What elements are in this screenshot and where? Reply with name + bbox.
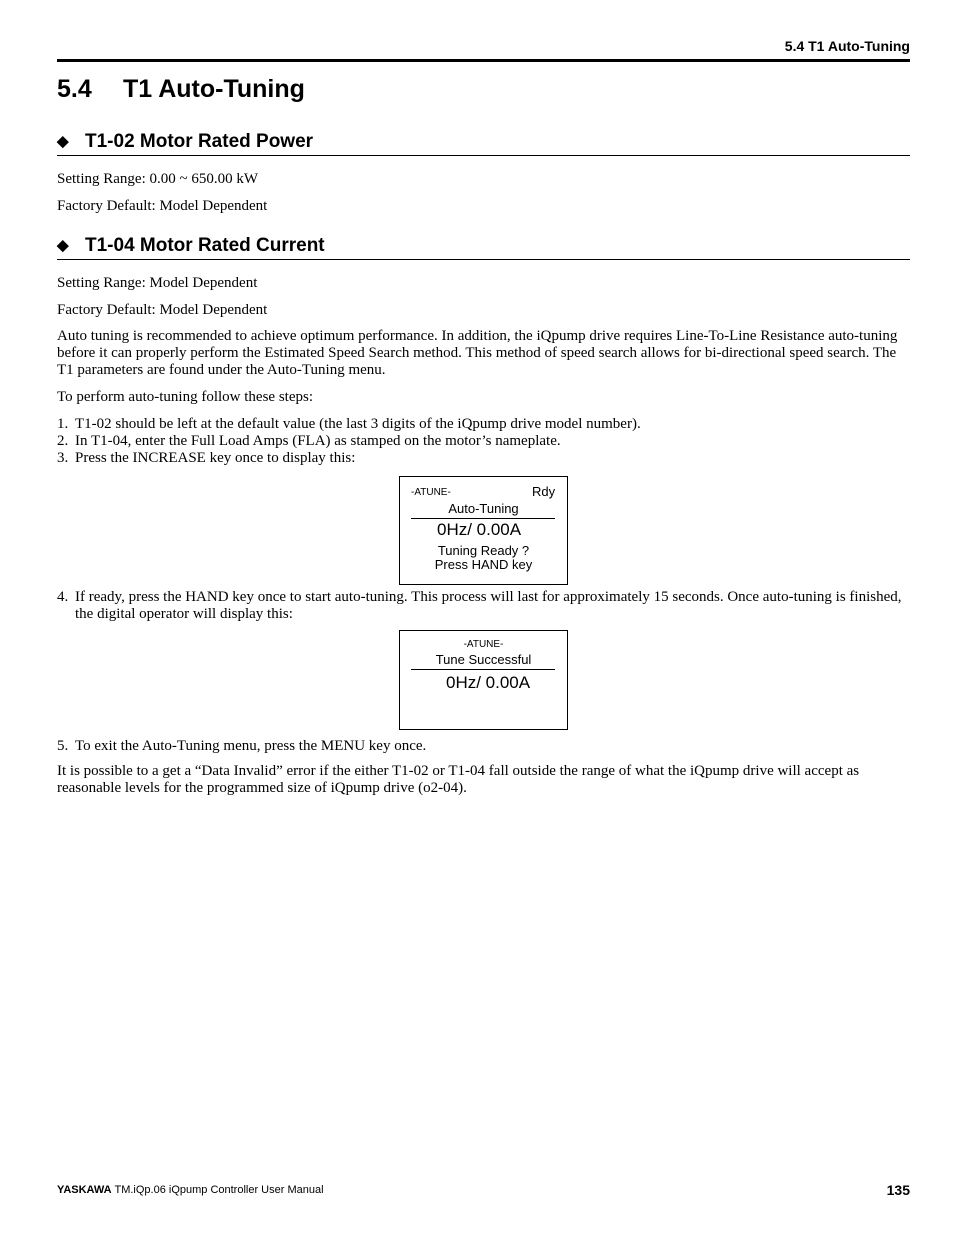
closing-paragraph: It is possible to a get a “Data Invalid” error if the either T1-02 or T1-04 fall outside the range of what the iQpump drive will accept as reasonable levels for the programmed size of iQpump drive (o2-04). (57, 763, 860, 796)
section-title-text: T1 Auto-Tuning (123, 75, 305, 103)
display-title: Auto-Tuning (448, 501, 519, 516)
steps-intro: To perform auto-tuning follow these steps: (57, 389, 313, 405)
display-value: 0Hz/ 0.00A (437, 520, 522, 539)
intro-paragraph: Auto tuning is recommended to achieve optimum performance. In addition, the iQpump drive requires Line-To-Line Resistance auto-tuning before it can properly perform the Estimated Speed Search method. This method of speed search allows for bi-directional speed search. The T1 parameters are found under the Auto-Tuning menu. (57, 328, 898, 378)
t1-04-heading (57, 235, 910, 260)
step-5 (57, 738, 910, 755)
diamond-bullet-icon: ◆ (57, 133, 69, 150)
footer-brand: YASKAWA (57, 1184, 112, 1196)
display-line-1: Tuning Ready ? (437, 543, 530, 558)
display-title: Tune Successful (435, 652, 532, 667)
step-number: 5. (57, 738, 69, 754)
running-header: 5.4 T1 Auto-Tuning (784, 38, 910, 54)
display-mode: -ATUNE- (411, 487, 451, 498)
operator-display-ready (399, 476, 568, 585)
page-number: 135 (886, 1182, 910, 1198)
step-1 (57, 416, 910, 433)
display-line-2: Press HAND key (434, 557, 533, 572)
step-text: If ready, press the HAND key once to start auto-tuning. This process will last for approximately 15 seconds. Once auto-tuning is finished, the digital operator will display this: (75, 589, 902, 622)
step-text: To exit the Auto-Tuning menu, press the MENU key once. (75, 738, 427, 754)
t1-02-factory-default: Factory Default: Model Dependent (57, 198, 268, 214)
section-title (57, 75, 305, 104)
step-number: 3. (57, 450, 69, 466)
t1-02-setting-range: Setting Range: 0.00 ~ 650.00 kW (57, 171, 259, 187)
step-text: T1-02 should be left at the default value (the last 3 digits of the iQpump drive model number). (75, 416, 641, 432)
step-2 (57, 433, 910, 450)
t1-04-factory-default: Factory Default: Model Dependent (57, 302, 268, 318)
step-4 (57, 589, 910, 623)
step-text: Press the INCREASE key once to display this: (75, 450, 356, 466)
t1-04-heading-text: T1-04 Motor Rated Current (85, 235, 325, 256)
step-number: 2. (57, 433, 69, 449)
step-number: 4. (57, 589, 69, 605)
t1-02-heading-text: T1-02 Motor Rated Power (85, 131, 314, 152)
display-value: 0Hz/ 0.00A (446, 673, 531, 692)
display-divider (411, 518, 555, 519)
section-number: 5.4 (57, 75, 92, 103)
display-divider (411, 669, 555, 670)
t1-04-setting-range: Setting Range: Model Dependent (57, 275, 258, 291)
display-mode: -ATUNE- (463, 639, 504, 650)
step-3 (57, 450, 910, 467)
step-number: 1. (57, 416, 69, 432)
display-status: Rdy (532, 484, 556, 499)
step-text: In T1-04, enter the Full Load Amps (FLA) as stamped on the motor’s nameplate. (75, 433, 561, 449)
footer-manual: TM.iQp.06 iQpump Controller User Manual (114, 1184, 324, 1196)
header-rule (57, 59, 910, 62)
t1-02-heading (57, 131, 910, 156)
diamond-bullet-icon: ◆ (57, 237, 69, 254)
footer-manual-title (57, 1184, 324, 1196)
operator-display-success (399, 630, 568, 730)
